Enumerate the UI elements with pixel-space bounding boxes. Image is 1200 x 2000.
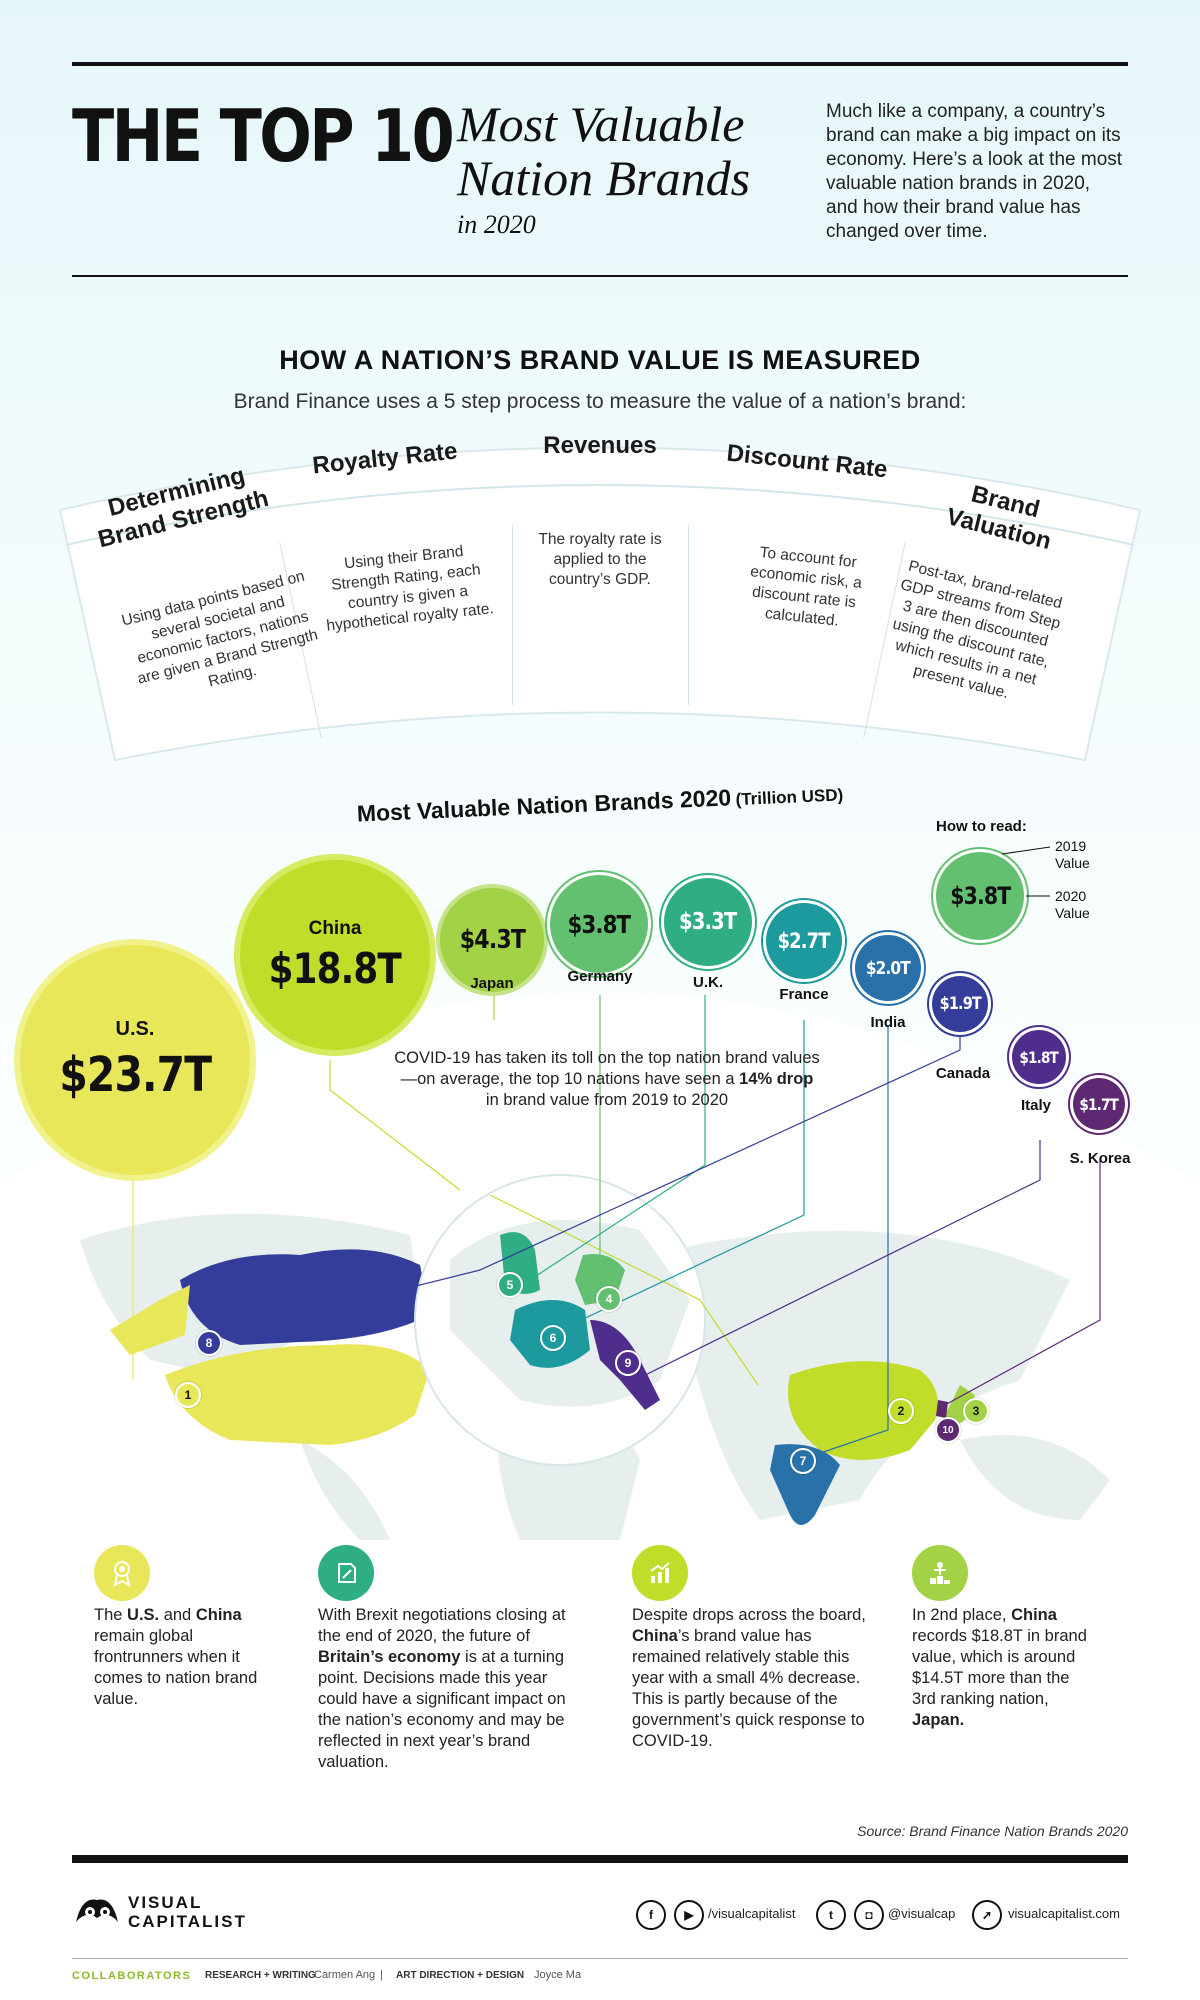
- covid-note-bold: 14% drop: [739, 1070, 814, 1088]
- fact-4-text: In 2nd place,: [912, 1606, 1012, 1624]
- twitter-icon[interactable]: t: [816, 1900, 846, 1930]
- title-main: THE TOP 10: [72, 94, 453, 178]
- bubble-china: [240, 860, 430, 1050]
- step-3-text: The royalty rate is applied to the country’s GDP.: [538, 531, 662, 588]
- bubble-italy: [1012, 1030, 1066, 1084]
- ranking-title: Most Valuable Nation Brands 2020: [356, 784, 732, 827]
- bubble-uk-value: $3.3T: [679, 909, 737, 935]
- method-subheading: Brand Finance uses a 5 step process to measure the value of a nation’s brand:: [233, 390, 967, 413]
- bubble-us: [20, 945, 250, 1175]
- covid-note: [392, 1048, 822, 1111]
- bubble-japan-value: $4.3T: [459, 925, 525, 955]
- bubble-uk: [664, 878, 752, 966]
- bubble-us-value: $23.7T: [59, 1046, 211, 1103]
- research-label: RESEARCH + WRITING: [205, 1970, 316, 1981]
- legend-2019: 2019 Value: [1055, 838, 1090, 871]
- covid-note-post: in brand value from 2019 to 2020: [485, 1091, 729, 1109]
- step-2-title: Royalty Rate: [311, 437, 459, 480]
- title-line1: Most Valuable: [457, 96, 745, 152]
- pin-france: 6: [540, 1325, 566, 1351]
- art-name: Joyce Ma: [534, 1969, 582, 1981]
- fact-3-text: ’s brand value has remained relatively stable this year with a small 4% decrease. This is partly because of the government’s quick response to COVID-19.: [632, 1627, 865, 1750]
- legend-title: How to read:: [936, 818, 1027, 835]
- bubble-france-value: $2.7T: [778, 929, 830, 953]
- step-5-text: Post-tax, brand-related GDP streams from Step 3 are then discounted using the discount rate, which results in a net present value.: [890, 557, 1064, 703]
- title-line2: Nation Brands: [457, 150, 751, 206]
- bubble-canada-value: $1.9T: [939, 994, 981, 1014]
- visual-capitalist-logo-icon: [72, 1888, 122, 1936]
- fact-1-bold: U.S.: [127, 1606, 160, 1624]
- podium-icon: [912, 1545, 968, 1601]
- pin-japan: 3: [963, 1398, 989, 1424]
- label-korea: S. Korea: [1069, 1150, 1131, 1167]
- fact-3: [632, 1605, 882, 1752]
- pin-canada: 8: [196, 1330, 222, 1356]
- bubble-canada: [932, 976, 988, 1032]
- fact-3-bold: China: [632, 1627, 678, 1645]
- bubble-italy-value: $1.8T: [1019, 1047, 1059, 1067]
- fact-1-bold: China: [195, 1606, 242, 1624]
- pin-us: 1: [175, 1382, 201, 1408]
- title-year: in 2020: [457, 210, 536, 239]
- fact-4-text: records $18.8T in brand value, which is around $14.5T more than the 3rd ranking nation,: [912, 1627, 1087, 1708]
- bubble-china-name: China: [308, 917, 362, 939]
- bubble-us-name: U.S.: [115, 1017, 155, 1040]
- source-note: Source: Brand Finance Nation Brands 2020: [857, 1823, 1128, 1839]
- step-4-text: To account for economic risk, a discount rate is calculated.: [749, 544, 863, 630]
- fact-1-text: remain global frontrunners when it comes to nation brand value.: [94, 1627, 258, 1708]
- covid-note-pre: COVID-19 has taken its toll on the top nation brand values—on average, the top 10 nations have seen a: [394, 1049, 820, 1088]
- step-2-text: Using their Brand Strength Rating, each country is given a hypothetical royalty rate.: [325, 542, 495, 635]
- handle-visualcapitalist[interactable]: /visualcapitalist: [708, 1906, 796, 1921]
- brand-top: VISUAL: [128, 1893, 203, 1912]
- bubble-india: [855, 935, 921, 1001]
- bubble-france: [766, 903, 842, 979]
- credit-separator: |: [380, 1969, 383, 1981]
- step-4-title: Discount Rate: [725, 439, 889, 484]
- step-3-title: Revenues: [543, 432, 657, 459]
- medal-icon: [94, 1545, 150, 1601]
- research-name: Carmen Ang: [314, 1969, 376, 1981]
- method-heading: HOW A NATION’S BRAND VALUE IS MEASURED: [279, 345, 921, 375]
- website-link[interactable]: visualcapitalist.com: [1008, 1906, 1120, 1921]
- chart-growth-icon: [632, 1545, 688, 1601]
- fact-2: [318, 1605, 580, 1773]
- label-germany: Germany: [567, 968, 633, 985]
- legend-leaders: [1000, 840, 1060, 920]
- step-1-title: Determining Brand Strength: [95, 461, 272, 554]
- youtube-icon[interactable]: ▶: [674, 1900, 704, 1930]
- fact-1-text: and: [159, 1606, 196, 1624]
- pin-korea: 10: [935, 1417, 961, 1443]
- pin-uk: 5: [497, 1272, 523, 1298]
- facebook-icon[interactable]: f: [636, 1900, 666, 1930]
- brand-bottom: CAPITALIST: [128, 1912, 247, 1931]
- instagram-icon[interactable]: ◘: [854, 1900, 884, 1930]
- bubble-korea-value: $1.7T: [1079, 1094, 1119, 1114]
- label-italy: Italy: [1020, 1097, 1051, 1114]
- label-uk: U.K.: [693, 974, 723, 991]
- art-label: ART DIRECTION + DESIGN: [396, 1970, 525, 1981]
- label-japan: Japan: [470, 975, 514, 992]
- bubble-china-value: $18.8T: [268, 943, 402, 993]
- bubble-germany: [550, 875, 648, 973]
- fact-2-text: With Brexit negotiations closing at the end of 2020, the future of: [318, 1606, 566, 1645]
- bubble-germany-value: $3.8T: [567, 909, 631, 939]
- handle-visualcap[interactable]: @visualcap: [888, 1906, 956, 1921]
- fact-1-text: The: [94, 1606, 128, 1624]
- pin-germany: 4: [596, 1286, 622, 1312]
- collaborators-label: COLLABORATORS: [72, 1970, 192, 1982]
- label-france: France: [779, 986, 829, 1003]
- legend-value: $3.8T: [949, 882, 1011, 910]
- fact-3-text: Despite drops across the board,: [632, 1606, 866, 1624]
- korea-shape: [936, 1400, 948, 1418]
- fact-4-bold: China: [1011, 1606, 1057, 1624]
- cursor-icon[interactable]: ➚: [972, 1900, 1002, 1930]
- step-1-text: Using data points based on several societal and economic factors, nations are given a Brand Strength Rating.: [119, 567, 320, 691]
- footer-divider: [72, 1958, 1128, 1959]
- fact-4: [912, 1605, 1092, 1731]
- label-india: India: [870, 1014, 906, 1031]
- pin-india: 7: [790, 1448, 816, 1474]
- fact-1: [94, 1605, 264, 1710]
- intro-text: Much like a company, a country’s brand can make a big impact on its economy. Here’s a look at the most valuable nation brands in 2020, and how their brand value has changed over time.: [826, 101, 1123, 242]
- step-5-title: Brand Valuation: [943, 480, 1054, 556]
- pin-italy: 9: [615, 1350, 641, 1376]
- fact-2-bold: Britain’s economy: [318, 1648, 461, 1666]
- fact-2-text: is at a turning point. Decisions made this year could have a significant impact on the nation’s economy and may be reflected in next year’s brand valuation.: [318, 1648, 566, 1771]
- legend-2020: 2020 Value: [1055, 888, 1090, 921]
- footer-rule: [72, 1855, 1128, 1863]
- ranking-unit: (Trillion USD): [735, 785, 844, 810]
- fact-4-bold: Japan.: [912, 1711, 965, 1729]
- document-pen-icon: [318, 1545, 374, 1601]
- bubble-india-value: $2.0T: [866, 957, 910, 979]
- label-canada: Canada: [935, 1065, 991, 1082]
- pin-china: 2: [888, 1398, 914, 1424]
- bubble-korea: [1073, 1078, 1125, 1130]
